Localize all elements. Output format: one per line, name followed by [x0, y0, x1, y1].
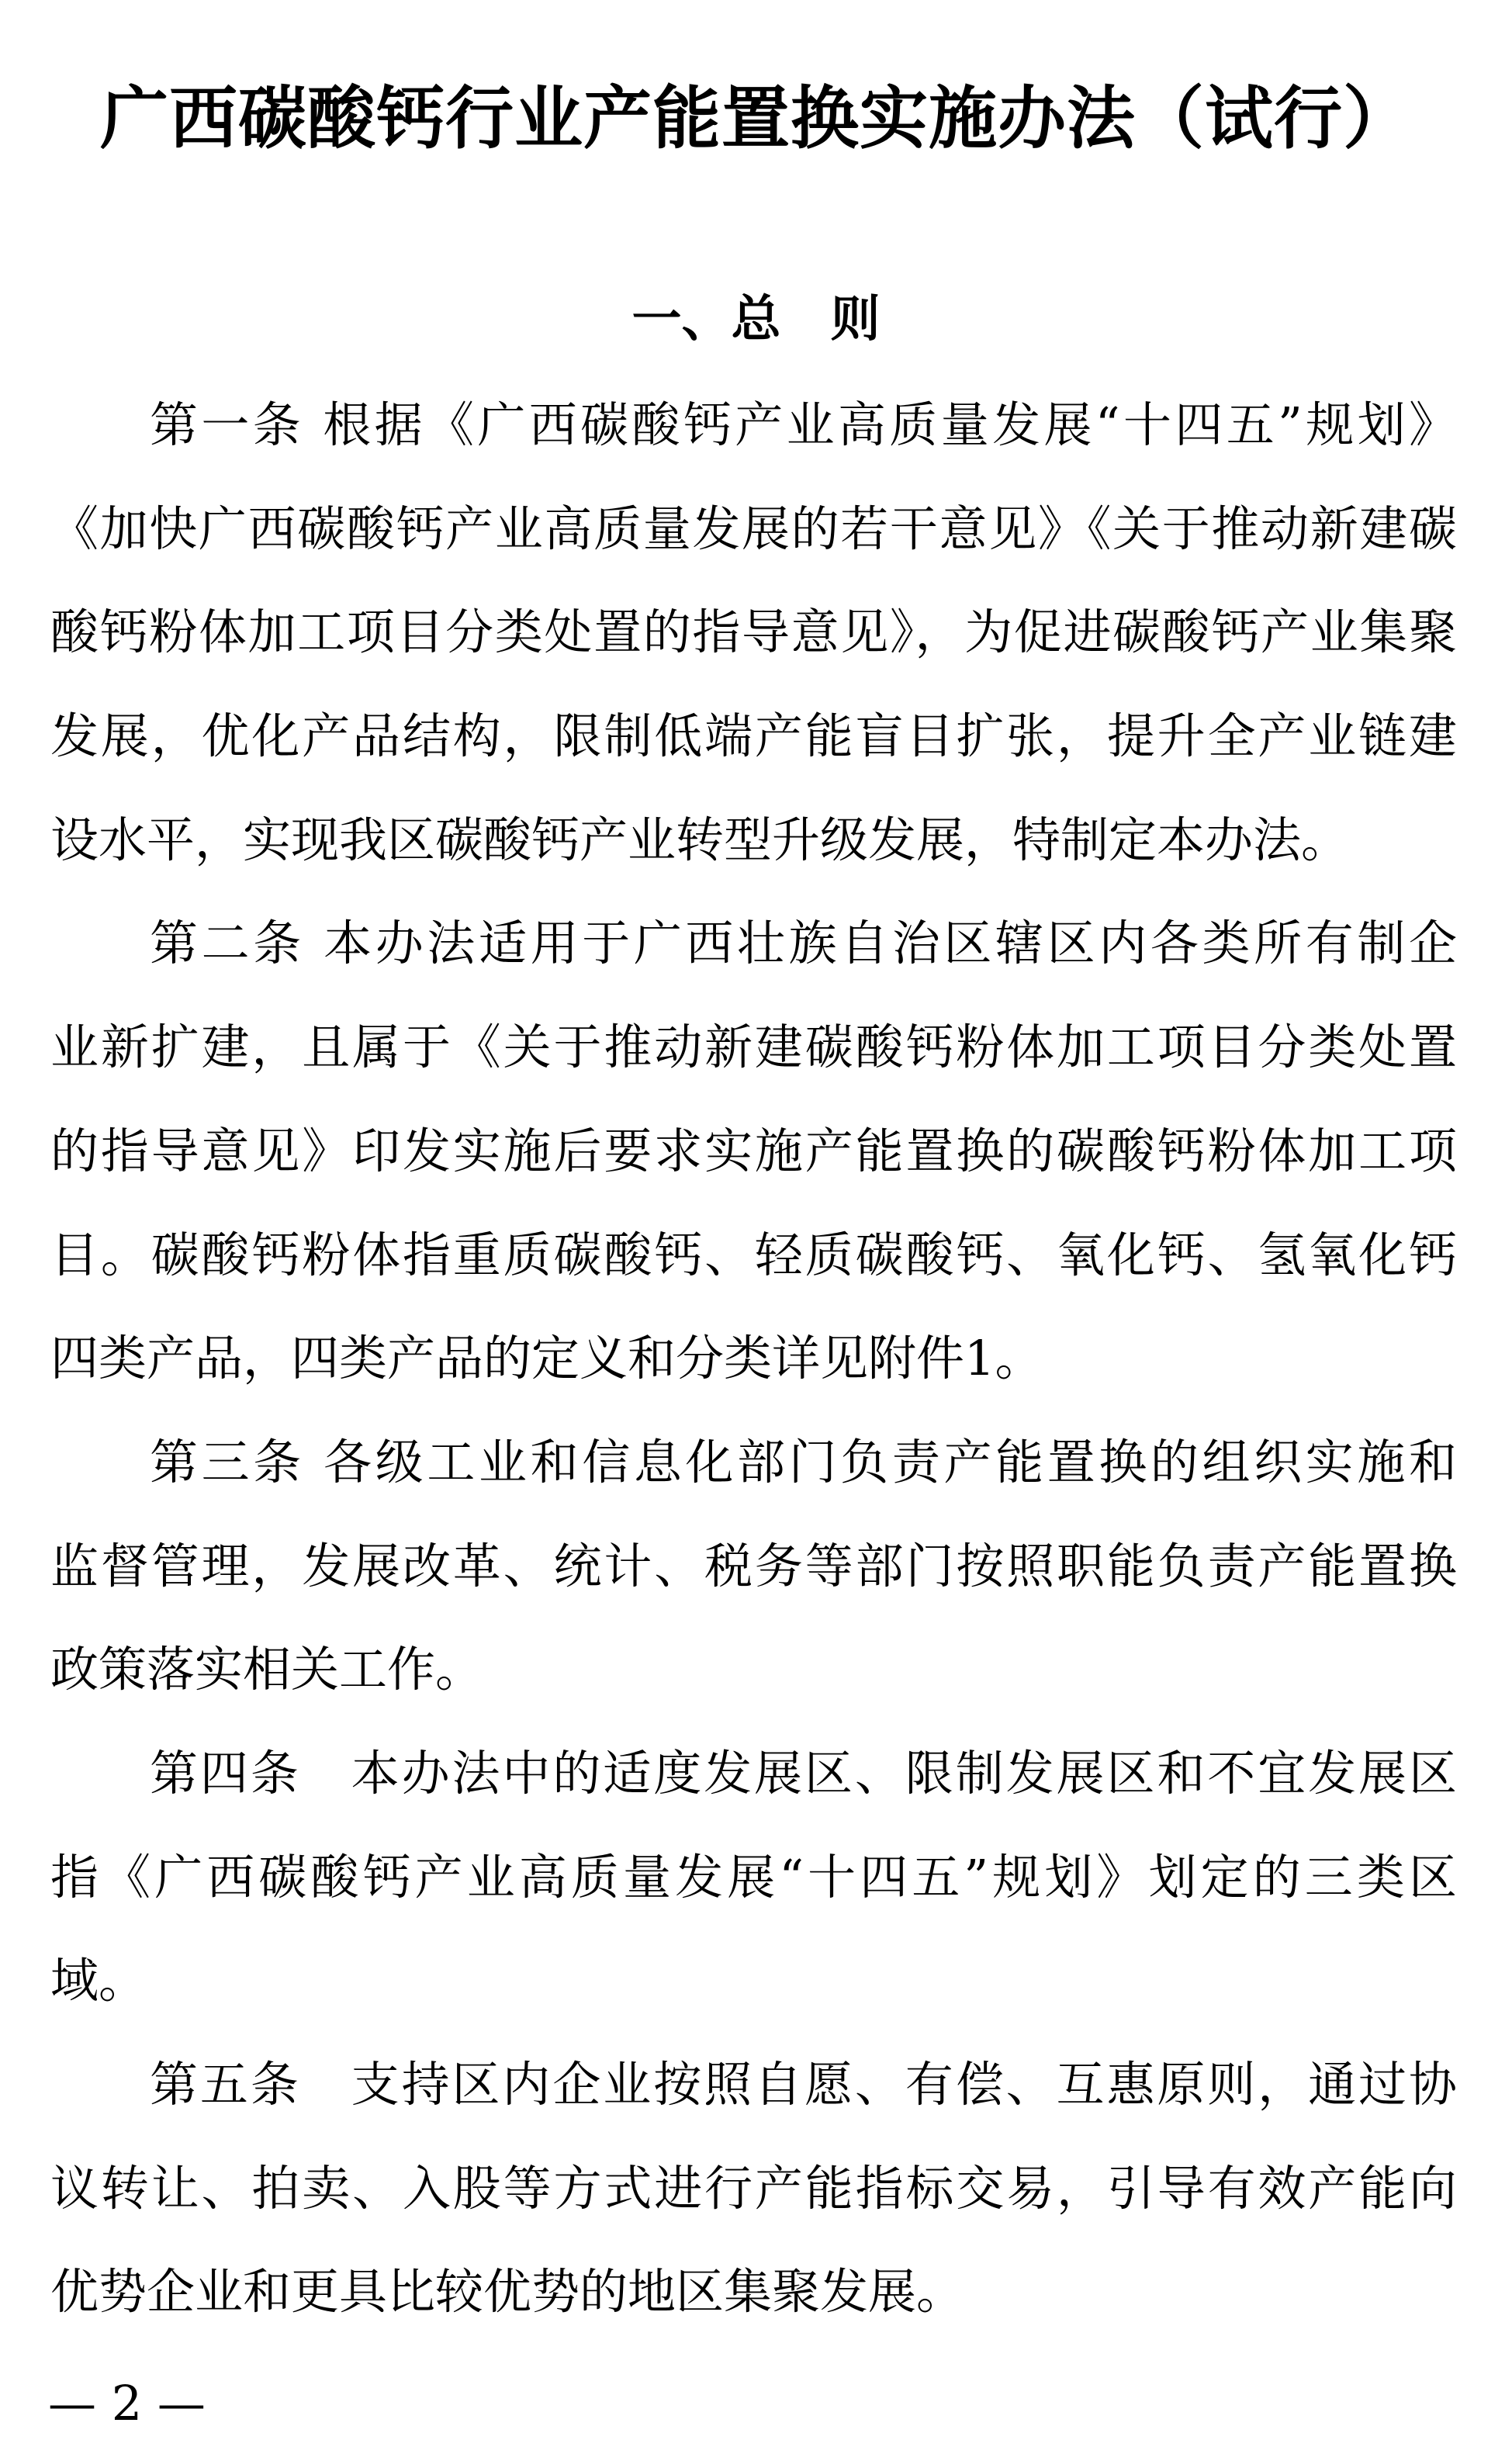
article-1-line-4: 发展，优化产品结构，限制低端产能盲目扩张，提升全产业链建 [50, 708, 1457, 765]
article-2-line-2: 业新扩建，且属于《关于推动新建碳酸钙粉体加工项目分类处置 [50, 1019, 1457, 1076]
article-2-line-4: 目。碳酸钙粉体指重质碳酸钙、轻质碳酸钙、氧化钙、氢氧化钙 [50, 1226, 1457, 1283]
article-1-line-3: 酸钙粉体加工项目分类处置的指导意见》，为促进碳酸钙产业集聚 [50, 604, 1457, 661]
article-3-line-3: 政策落实相关工作。 [50, 1641, 484, 1698]
article-3-line-2: 监督管理，发展改革、统计、税务等部门按照职能负责产能置换 [50, 1537, 1457, 1594]
article-2 [50, 891, 1457, 1410]
article-3-line-1: 第三条 各级工业和信息化部门负责产能置换的组织实施和 [150, 1433, 1457, 1490]
article-2-line-5: 四类产品，四类产品的定义和分类详见附件1。 [50, 1330, 1043, 1387]
body-text [50, 373, 1457, 2344]
article-1-line-5: 设水平，实现我区碳酸钙产业转型升级发展，特制定本办法。 [50, 811, 1350, 868]
article-4-line-1: 第四条 本办法中的适度发展区、限制发展区和不宜发展区 [150, 1744, 1457, 1802]
chapter-heading: 一、总 则 [631, 291, 881, 348]
article-4-line-2: 指《广西碳酸钙产业高质量发展“十四五”规划》划定的三类区 [50, 1848, 1457, 1905]
article-5 [50, 2033, 1457, 2344]
article-5-line-2: 议转让、拍卖、入股等方式进行产能指标交易，引导有效产能向 [50, 2159, 1457, 2217]
article-3 [50, 1410, 1457, 1722]
article-2-line-1: 第二条 本办法适用于广西壮族自治区辖区内各类所有制企 [150, 915, 1457, 972]
article-1-line-2: 《加快广西碳酸钙产业高质量发展的若干意见》《关于推动新建碳 [50, 500, 1457, 557]
article-4-line-3: 域。 [50, 1952, 147, 2009]
article-4 [50, 1722, 1457, 2033]
article-1 [50, 373, 1457, 891]
article-1-line-1: 第一条 根据《广西碳酸钙产业高质量发展“十四五”规划》 [150, 396, 1457, 453]
page-number: — 2 — [48, 2375, 206, 2431]
document-title: 广西碳酸钙行业产能置换实施办法（试行） [99, 78, 1412, 158]
article-2-line-3: 的指导意见》印发实施后要求实施产能置换的碳酸钙粉体加工项 [50, 1122, 1457, 1179]
article-5-line-1: 第五条 支持区内企业按照自愿、有偿、互惠原则，通过协 [150, 2056, 1457, 2113]
article-5-line-3: 优势企业和更具比较优势的地区集聚发展。 [50, 2263, 965, 2321]
